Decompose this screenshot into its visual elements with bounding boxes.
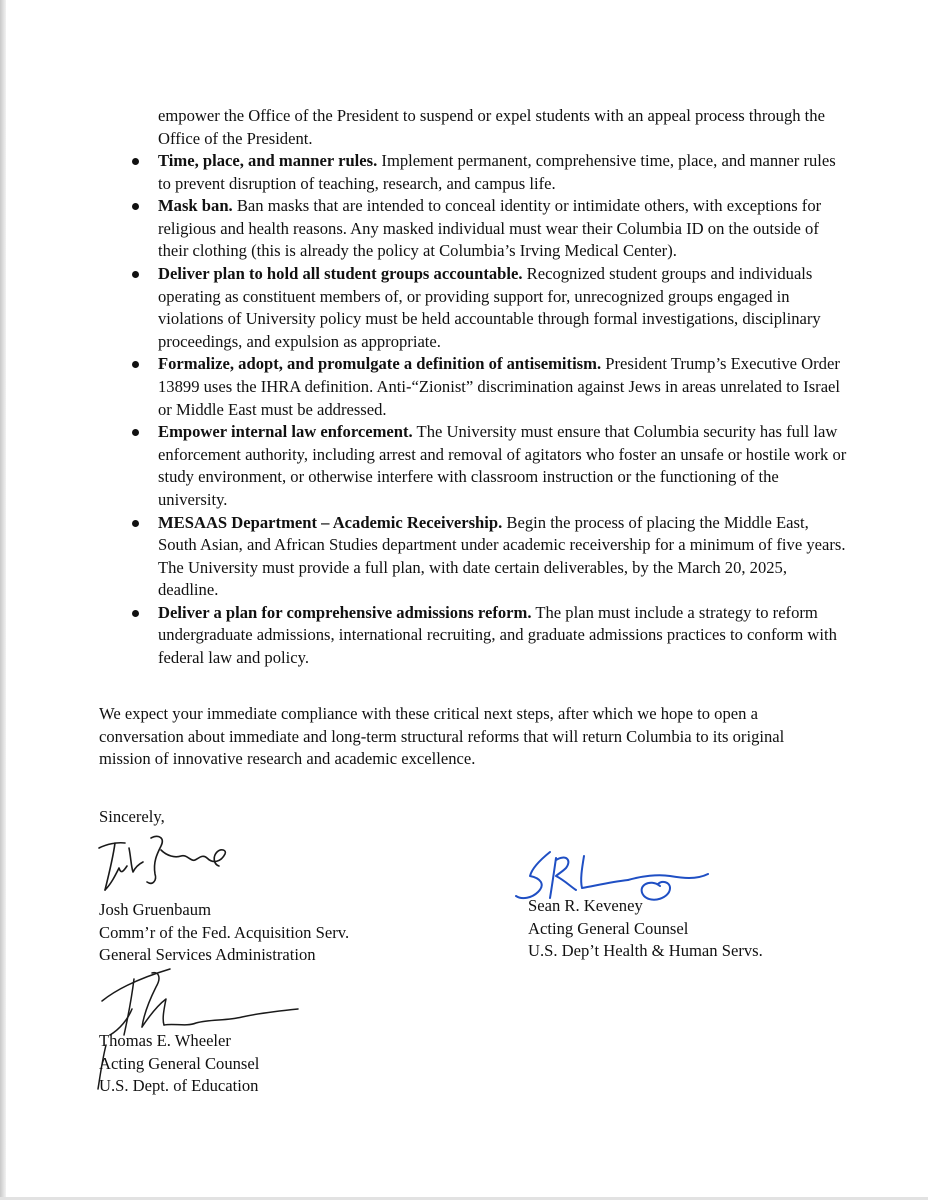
bullet-heading: MESAAS Department – Academic Receivership. bbox=[158, 512, 503, 532]
list-item bbox=[0, 195, 848, 263]
signature-block-keveney bbox=[528, 895, 763, 963]
bullet-icon bbox=[132, 520, 139, 527]
closing-paragraph: We expect your immediate compliance with these critical next steps, after which we hope to open a conversation about immediate and long-term structural reforms that will return Columbia to its original mission of innovative research and academic excellence. bbox=[99, 704, 785, 769]
bullet-icon bbox=[132, 271, 139, 278]
signer-title: Acting General Counsel bbox=[99, 1053, 260, 1073]
list-item bbox=[0, 263, 848, 353]
bullet-icon bbox=[132, 429, 139, 436]
signer-agency: U.S. Dep’t Health & Human Servs. bbox=[528, 941, 763, 961]
bullet-body: Begin the process of placing the Middle East, South Asian, and African Studies department under academic receivership for a minimum of five years. The University must provide a full plan, with date certain deliverables, by the March 20, 2025, deadline. bbox=[158, 512, 846, 600]
list-item bbox=[0, 602, 848, 670]
bullet-icon bbox=[132, 158, 139, 165]
signer-name: Josh Gruenbaum bbox=[99, 900, 211, 919]
bullet-body: President Trump’s Executive Order 13899 uses the IHRA definition. Anti-“Zionist” discrimination against Jews in areas unrelated to Israel or Middle East must be addressed. bbox=[158, 354, 841, 419]
bullet-heading: Deliver a plan for comprehensive admissions reform. bbox=[158, 602, 532, 622]
signer-agency: U.S. Dept. of Education bbox=[99, 1076, 259, 1096]
signature-block-gruenbaum bbox=[99, 899, 349, 967]
signer-agency: General Services Administration bbox=[99, 945, 316, 965]
bullet-body: Ban masks that are intended to conceal identity or intimidate others, with exceptions for religious and health reasons. Any masked individual must wear their Columbia ID on the outside of their clothing (this is already the policy at Columbia’s Irving Medical Center). bbox=[158, 196, 822, 261]
bullet-body: Recognized student groups and individuals operating as constituent members of, or providing support for, unrecognized groups engaged in violations of University policy must be held accountable through formal investigations, disciplinary proceedings, and expulsion as appropriate. bbox=[158, 263, 821, 351]
bullet-heading: Formalize, adopt, and promulgate a definition of antisemitism. bbox=[158, 354, 602, 374]
list-item bbox=[0, 150, 848, 195]
signer-name: Sean R. Keveney bbox=[528, 896, 643, 915]
bullet-heading: Empower internal law enforcement. bbox=[158, 422, 413, 442]
signer-name: Thomas E. Wheeler bbox=[99, 1031, 231, 1050]
bullet-icon bbox=[132, 610, 139, 617]
bullet-body: The University must ensure that Columbia security has full law enforcement authority, including arrest and removal of agitators who foster an unsafe or hostile work or study environment, or otherwise interfere with classroom instruction or the functioning of the university. bbox=[158, 422, 847, 509]
requirements-list bbox=[0, 150, 928, 670]
bullet-body: Implement permanent, comprehensive time, place, and manner rules to prevent disruption of teaching, research, and campus life. bbox=[158, 151, 836, 193]
bullet-heading: Time, place, and manner rules. bbox=[158, 151, 378, 170]
bullet-heading: Mask ban. bbox=[158, 196, 233, 216]
gruenbaum-signature bbox=[95, 828, 235, 900]
bullet-icon bbox=[132, 361, 139, 368]
list-item bbox=[0, 512, 848, 602]
signer-title: Comm’r of the Fed. Acquisition Serv. bbox=[99, 922, 350, 942]
bullet-icon bbox=[132, 203, 139, 210]
signature-block-wheeler bbox=[99, 1030, 259, 1098]
valediction: Sincerely, bbox=[99, 807, 165, 826]
list-item bbox=[0, 421, 848, 511]
list-item bbox=[0, 353, 848, 421]
bullet-body: The plan must include a strategy to reform undergraduate admissions, international recruiting, and graduate admissions practices to conform with federal law and policy. bbox=[158, 602, 837, 668]
bullet-heading: Deliver plan to hold all student groups accountable. bbox=[158, 263, 523, 283]
signer-title: Acting General Counsel bbox=[528, 918, 689, 938]
continuation-paragraph: empower the Office of the President to suspend or expel students with an appeal process through the Office of the President. bbox=[158, 106, 825, 148]
